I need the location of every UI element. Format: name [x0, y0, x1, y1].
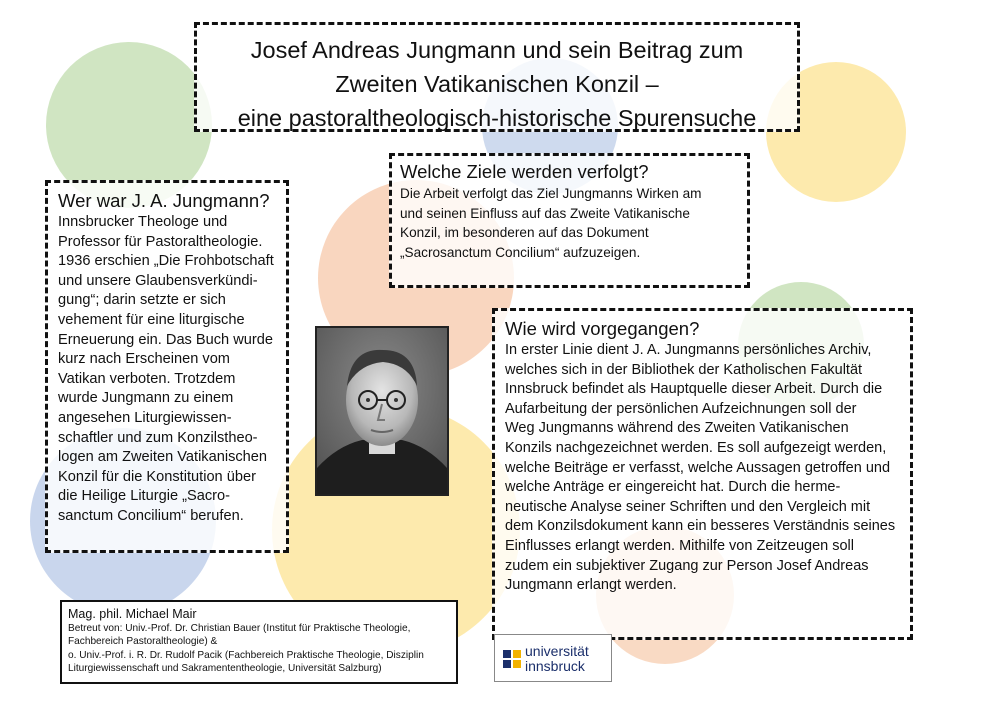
who-text-line: Erneuerung ein. Das Buch wurde [58, 331, 273, 348]
author-box [60, 600, 458, 684]
method-heading: Wie wird vorgegangen? [505, 318, 700, 339]
poster-title-line-3: eine pastoraltheologisch-historische Spurensuche [237, 105, 757, 131]
poster-title-box [194, 22, 800, 132]
who-text-line: vehement für eine liturgische [58, 311, 245, 328]
supervisor-line: o. Univ.-Prof. i. R. Dr. Rudolf Pacik (Fachbereich Praktische Theologie, Disziplin [68, 649, 424, 661]
who-text-line: 1936 erschien „Die Frohbotschaft [58, 253, 274, 270]
who-heading: Wer war J. A. Jungmann? [58, 190, 270, 211]
who-text-line: und unsere Glaubensverkündi- [58, 272, 258, 289]
method-text-line: Weg Jungmanns während des Zweiten Vatikanischen [505, 420, 849, 437]
method-text-line: Einflusses erlangt werden. Mithilfe von Zeitzeugen soll [505, 537, 854, 554]
method-text-line: Konzils nachgezeichnet werden. Es soll aufgezeigt werden, [505, 439, 887, 456]
who-text-line: gung“; darin setzte er sich [58, 292, 226, 309]
who-text-line: sanctum Concilium“ berufen. [58, 507, 244, 524]
supervisor-line: Fachbereich Pastoraltheologie) & [68, 636, 218, 648]
poster-title-line-2: Zweiten Vatikanischen Konzil – [335, 71, 659, 97]
method-text-line: In erster Linie dient J. A. Jungmanns persönliches Archiv, [505, 342, 872, 358]
method-section [492, 308, 913, 640]
supervisor-line: Betreut von: Univ.-Prof. Dr. Christian Bauer (Institut für Praktische Theologie, [68, 623, 411, 634]
supervisor-line: Liturgiewissenschaft und Sakramententheologie, Universität Salzburg) [68, 663, 382, 675]
method-text-line: Innsbruck befindet als Hauptquelle dieser Arbeit. Durch die [505, 381, 883, 398]
goals-text-line: und seinen Einfluss auf das Zweite Vatikanische [400, 205, 690, 221]
goals-text-line: Konzil, im besonderen auf das Dokument [400, 225, 649, 241]
method-text-line: dem Konzilsdokument kann ein besseres Verständnis seines [505, 518, 896, 535]
university-logo [494, 634, 612, 682]
who-section [45, 180, 289, 553]
goals-text-line: „Sacrosanctum Concilium“ aufzuzeigen. [400, 244, 641, 260]
poster-title-line-1: Josef Andreas Jungmann und sein Beitrag zum [250, 37, 744, 63]
method-text-line: welches sich in der Bibliothek der Katholischen Fakultät [505, 361, 863, 378]
goals-section [389, 153, 750, 288]
portrait-illustration [317, 328, 447, 494]
method-text-line: Jungmann erlangt werden. [505, 577, 677, 594]
logo-text-line-2: innsbruck [525, 658, 585, 674]
who-text-line: Professor für Pastoraltheologie. [58, 233, 263, 250]
who-text-line: Innsbrucker Theologe und [58, 214, 228, 230]
method-text-line: neutische Analyse seiner Schriften und den Vergleich mit [505, 498, 871, 515]
who-text [58, 213, 276, 527]
method-text-line: zudem ein subjektiver Zugang zur Person Josef Andreas [505, 557, 869, 574]
goals-text-line: Die Arbeit verfolgt das Ziel Jungmanns Wirken am [400, 186, 702, 201]
goals-heading: Welche Ziele werden verfolgt? [400, 161, 649, 182]
who-text-line: wurde Jungmann zu einem [58, 390, 234, 407]
method-text-line: welche Beiträge er verfasst, welche Aussagen getroffen und [505, 459, 891, 476]
who-text-line: Vatikan verboten. Trotzdem [58, 370, 236, 387]
who-text-line: Konzil für die Konstitution über [58, 468, 256, 485]
who-text-line: schaftler und zum Konzilstheo- [58, 429, 258, 446]
who-text-line: die Heilige Liturgie „Sacro- [58, 488, 230, 505]
who-text-line: logen am Zweiten Vatikanischen [58, 449, 268, 466]
who-text-line: angesehen Liturgiewissen- [58, 409, 232, 426]
logo-text-line-1: universität [525, 643, 589, 659]
method-text-line: Aufarbeitung der persönlichen Aufzeichnungen soll der [505, 400, 857, 417]
portrait-photo [315, 326, 449, 496]
author-name: Mag. phil. Michael Mair [68, 607, 197, 621]
goals-text [400, 184, 739, 262]
who-text-line: kurz nach Erscheinen vom [58, 351, 230, 368]
method-text-line: welche Anträge er eingereicht hat. Durch die herme- [505, 479, 841, 496]
method-text [505, 341, 900, 596]
uibk-squares-icon [503, 650, 521, 668]
